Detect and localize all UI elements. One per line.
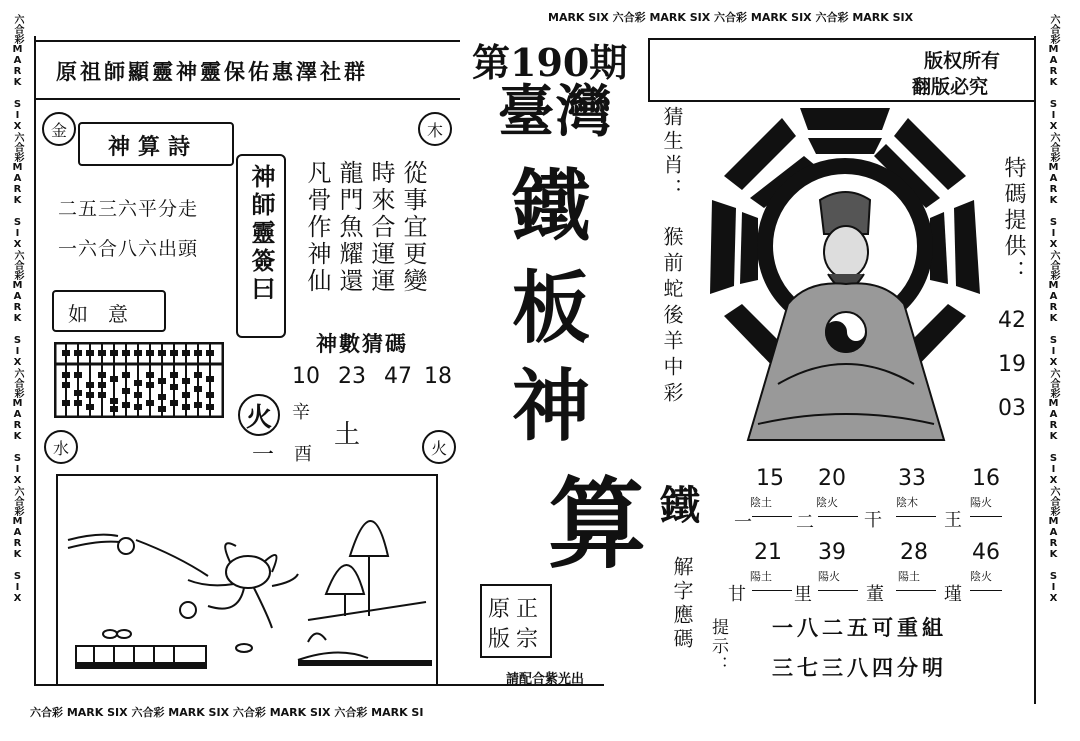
title-char-tie: 鐵 <box>512 161 591 252</box>
grid-r2-num-2: 39 <box>818 540 846 565</box>
decode-label: 解字應碼 <box>670 556 694 652</box>
grid-r2-char-2: 里 <box>794 584 812 605</box>
guess-number-4: 18 <box>424 364 452 389</box>
grid-r1-tag-2: 陰火 <box>816 496 838 509</box>
stamp-char-2: 正 <box>516 597 539 622</box>
grid-r2-char-4: 瑾 <box>944 584 962 605</box>
title-char-ban: 板 <box>512 263 591 354</box>
special-label: 特碼提供： <box>1001 156 1026 286</box>
grid-r1-tag-1: 陰土 <box>750 496 772 509</box>
guess-xin: 辛 <box>292 402 310 423</box>
issue-number: 第190期 <box>472 40 628 85</box>
border-right: 六合彩MARK SIX六合彩MARK SIX六合彩MARK SIX六合彩MARK SIX六合彩MARK SIX <box>1048 14 1059 604</box>
border-top: MARK SIX 六合彩 MARK SIX 六合彩 MARK SIX 六合彩 MARK SIX <box>548 11 914 24</box>
special-number-3: 03 <box>998 396 1026 421</box>
grid-r1-tag-3: 陰木 <box>896 496 918 509</box>
stamp-char-4: 宗 <box>516 627 539 652</box>
decode-line-1: 一八二五可重組 <box>772 615 947 640</box>
border-bottom: 六合彩 MARK SIX 六合彩 MARK SIX 六合彩 MARK SIX 六合彩 MARK SI <box>30 706 424 719</box>
fire-big-badge: 火 <box>238 394 280 436</box>
grid-r2-tag-2: 陽火 <box>818 570 840 583</box>
grid-r2-rule-1 <box>752 590 792 591</box>
grid-r1-rule-1 <box>752 516 792 517</box>
grid-r1-char-1: 一 <box>734 512 752 533</box>
ruyi-text: 如意 <box>68 302 148 326</box>
grid-r2-num-4: 46 <box>972 540 1000 565</box>
title-taiwan: 臺灣 <box>498 79 614 145</box>
poem-line-2: 一六合八六出頭 <box>58 238 199 260</box>
grid-r1-rule-3 <box>896 516 936 517</box>
special-number-2: 19 <box>998 352 1026 377</box>
grid-r2-rule-4 <box>970 590 1002 591</box>
grid-r1-char-3: 干 <box>864 510 882 531</box>
copyright-line-2: 翻版必究 <box>912 76 989 98</box>
guess-number-2: 23 <box>338 364 366 389</box>
special-number-1: 42 <box>998 308 1026 333</box>
guess-you: 酉 <box>294 444 312 465</box>
grid-r1-rule-2 <box>818 516 858 517</box>
grid-r2-rule-3 <box>896 590 936 591</box>
frame-right <box>1034 36 1036 704</box>
cartoon-illustration <box>58 476 432 680</box>
grid-r2-num-3: 28 <box>900 540 928 565</box>
fire-badge: 火 <box>422 430 456 464</box>
decode-line-2: 三七三八四分明 <box>772 655 947 680</box>
metal-badge: 金 <box>42 112 76 146</box>
decode-hint-label: 提示： <box>708 618 728 675</box>
guess-label: 神數猜碼 <box>316 331 408 356</box>
border-left: 六合彩MARK SIX六合彩MARK SIX六合彩MARK SIX六合彩MARK SIX六合彩MARK SIX <box>12 14 23 604</box>
water-badge: 水 <box>44 430 78 464</box>
grid-r1-rule-4 <box>970 516 1002 517</box>
title-char-suan: 算 <box>548 467 647 582</box>
grid-r2-tag-1: 陽土 <box>750 570 772 583</box>
zodiac-label: 猜生肖： <box>660 106 684 202</box>
oracle-col-4: 凡骨作神仙 <box>303 160 331 295</box>
oracle-col-2: 時來合運運 <box>367 160 395 295</box>
stamp-char-1: 原 <box>488 597 511 622</box>
oracle-title: 神師靈簽曰 <box>247 164 276 304</box>
grid-r2-char-1: 甘 <box>728 584 746 605</box>
guess-number-3: 47 <box>384 364 412 389</box>
guess-number-1: 10 <box>292 364 320 389</box>
grid-r2-tag-3: 陽土 <box>898 570 920 583</box>
grid-r2-tag-4: 陰火 <box>970 570 992 583</box>
grid-r1-num-1: 15 <box>756 466 784 491</box>
guess-tu: 土 <box>334 420 361 450</box>
title-char-shen: 神 <box>512 361 591 452</box>
grid-r1-num-4: 16 <box>972 466 1000 491</box>
copyright-line-1: 版权所有 <box>924 50 1001 72</box>
bagua-sage-illustration <box>708 104 982 460</box>
oracle-col-3: 龍門魚耀還 <box>335 160 363 295</box>
stamp-char-3: 版 <box>488 627 511 652</box>
grid-r1-char-4: 王 <box>944 510 962 531</box>
poem-line-1: 二五三六平分走 <box>58 198 199 220</box>
abacus-image <box>54 342 224 418</box>
wood-badge: 木 <box>418 112 452 146</box>
grid-r2-char-3: 董 <box>866 584 884 605</box>
grid-r2-num-1: 21 <box>754 540 782 565</box>
grid-r1-num-2: 20 <box>818 466 846 491</box>
guess-yi: 一 <box>252 443 275 468</box>
banner-text: 原祖師顯靈神靈保佑惠澤社群 <box>56 59 368 84</box>
footer-note: 請配合紫光出 <box>506 672 585 687</box>
poem-title: 神算詩 <box>108 134 199 160</box>
grid-r1-num-3: 33 <box>898 466 926 491</box>
grid-r1-tag-4: 陽火 <box>970 496 992 509</box>
grid-r2-rule-2 <box>818 590 858 591</box>
frame-left <box>34 36 36 684</box>
oracle-col-1: 從事宜更變 <box>399 160 427 295</box>
grid-r1-char-2: 二 <box>796 512 814 533</box>
zodiac-text: 猴前蛇後羊中彩 <box>660 226 684 408</box>
tie-label: 鐵 <box>660 482 700 529</box>
